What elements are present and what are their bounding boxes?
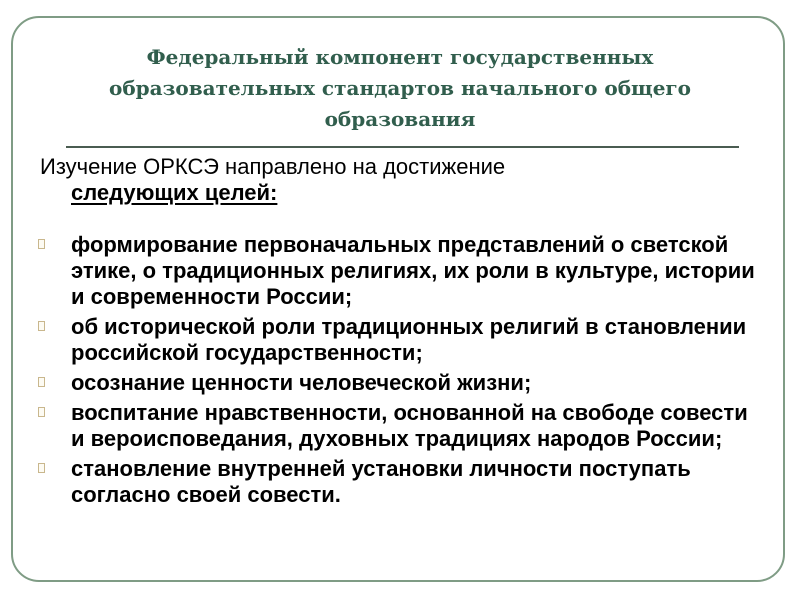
title-line: Федеральный компонент государственных — [146, 45, 654, 69]
intro-text — [40, 154, 760, 206]
goal-text: об исторической роли традиционных религий в становлении российской государственности; — [71, 314, 747, 365]
goal-text: формирование первоначальных представлений о светской этике, о традиционных религиях, их роли в культуре, истории и современности России; — [71, 232, 755, 309]
intro-line: Изучение ОРКСЭ направлено на достижение — [40, 154, 506, 179]
bullet-square-icon — [38, 377, 45, 387]
goal-text: воспитание нравственности, основанной на свободе совести и вероисповедания, духовных традициях народов России; — [71, 400, 748, 451]
goal-item — [40, 314, 760, 366]
bullet-square-icon — [38, 463, 45, 473]
goal-item — [40, 400, 760, 452]
title-divider — [66, 146, 739, 148]
goal-item — [40, 232, 760, 310]
title-line: образования — [324, 107, 476, 131]
goal-text: становление внутренней установки личности поступать согласно своей совести. — [71, 456, 691, 507]
bullet-square-icon — [38, 321, 45, 331]
goal-item — [40, 370, 760, 396]
slide-title — [70, 42, 730, 135]
title-line: образовательных стандартов начального общего — [108, 76, 692, 100]
bullet-square-icon — [38, 407, 45, 417]
goal-text: осознание ценности человеческой жизни; — [71, 370, 532, 395]
goal-item — [40, 456, 760, 508]
bullet-square-icon — [38, 239, 45, 249]
slide-body — [40, 154, 760, 512]
goals-list — [40, 232, 760, 508]
intro-emphasis: следующих целей: — [71, 180, 278, 205]
